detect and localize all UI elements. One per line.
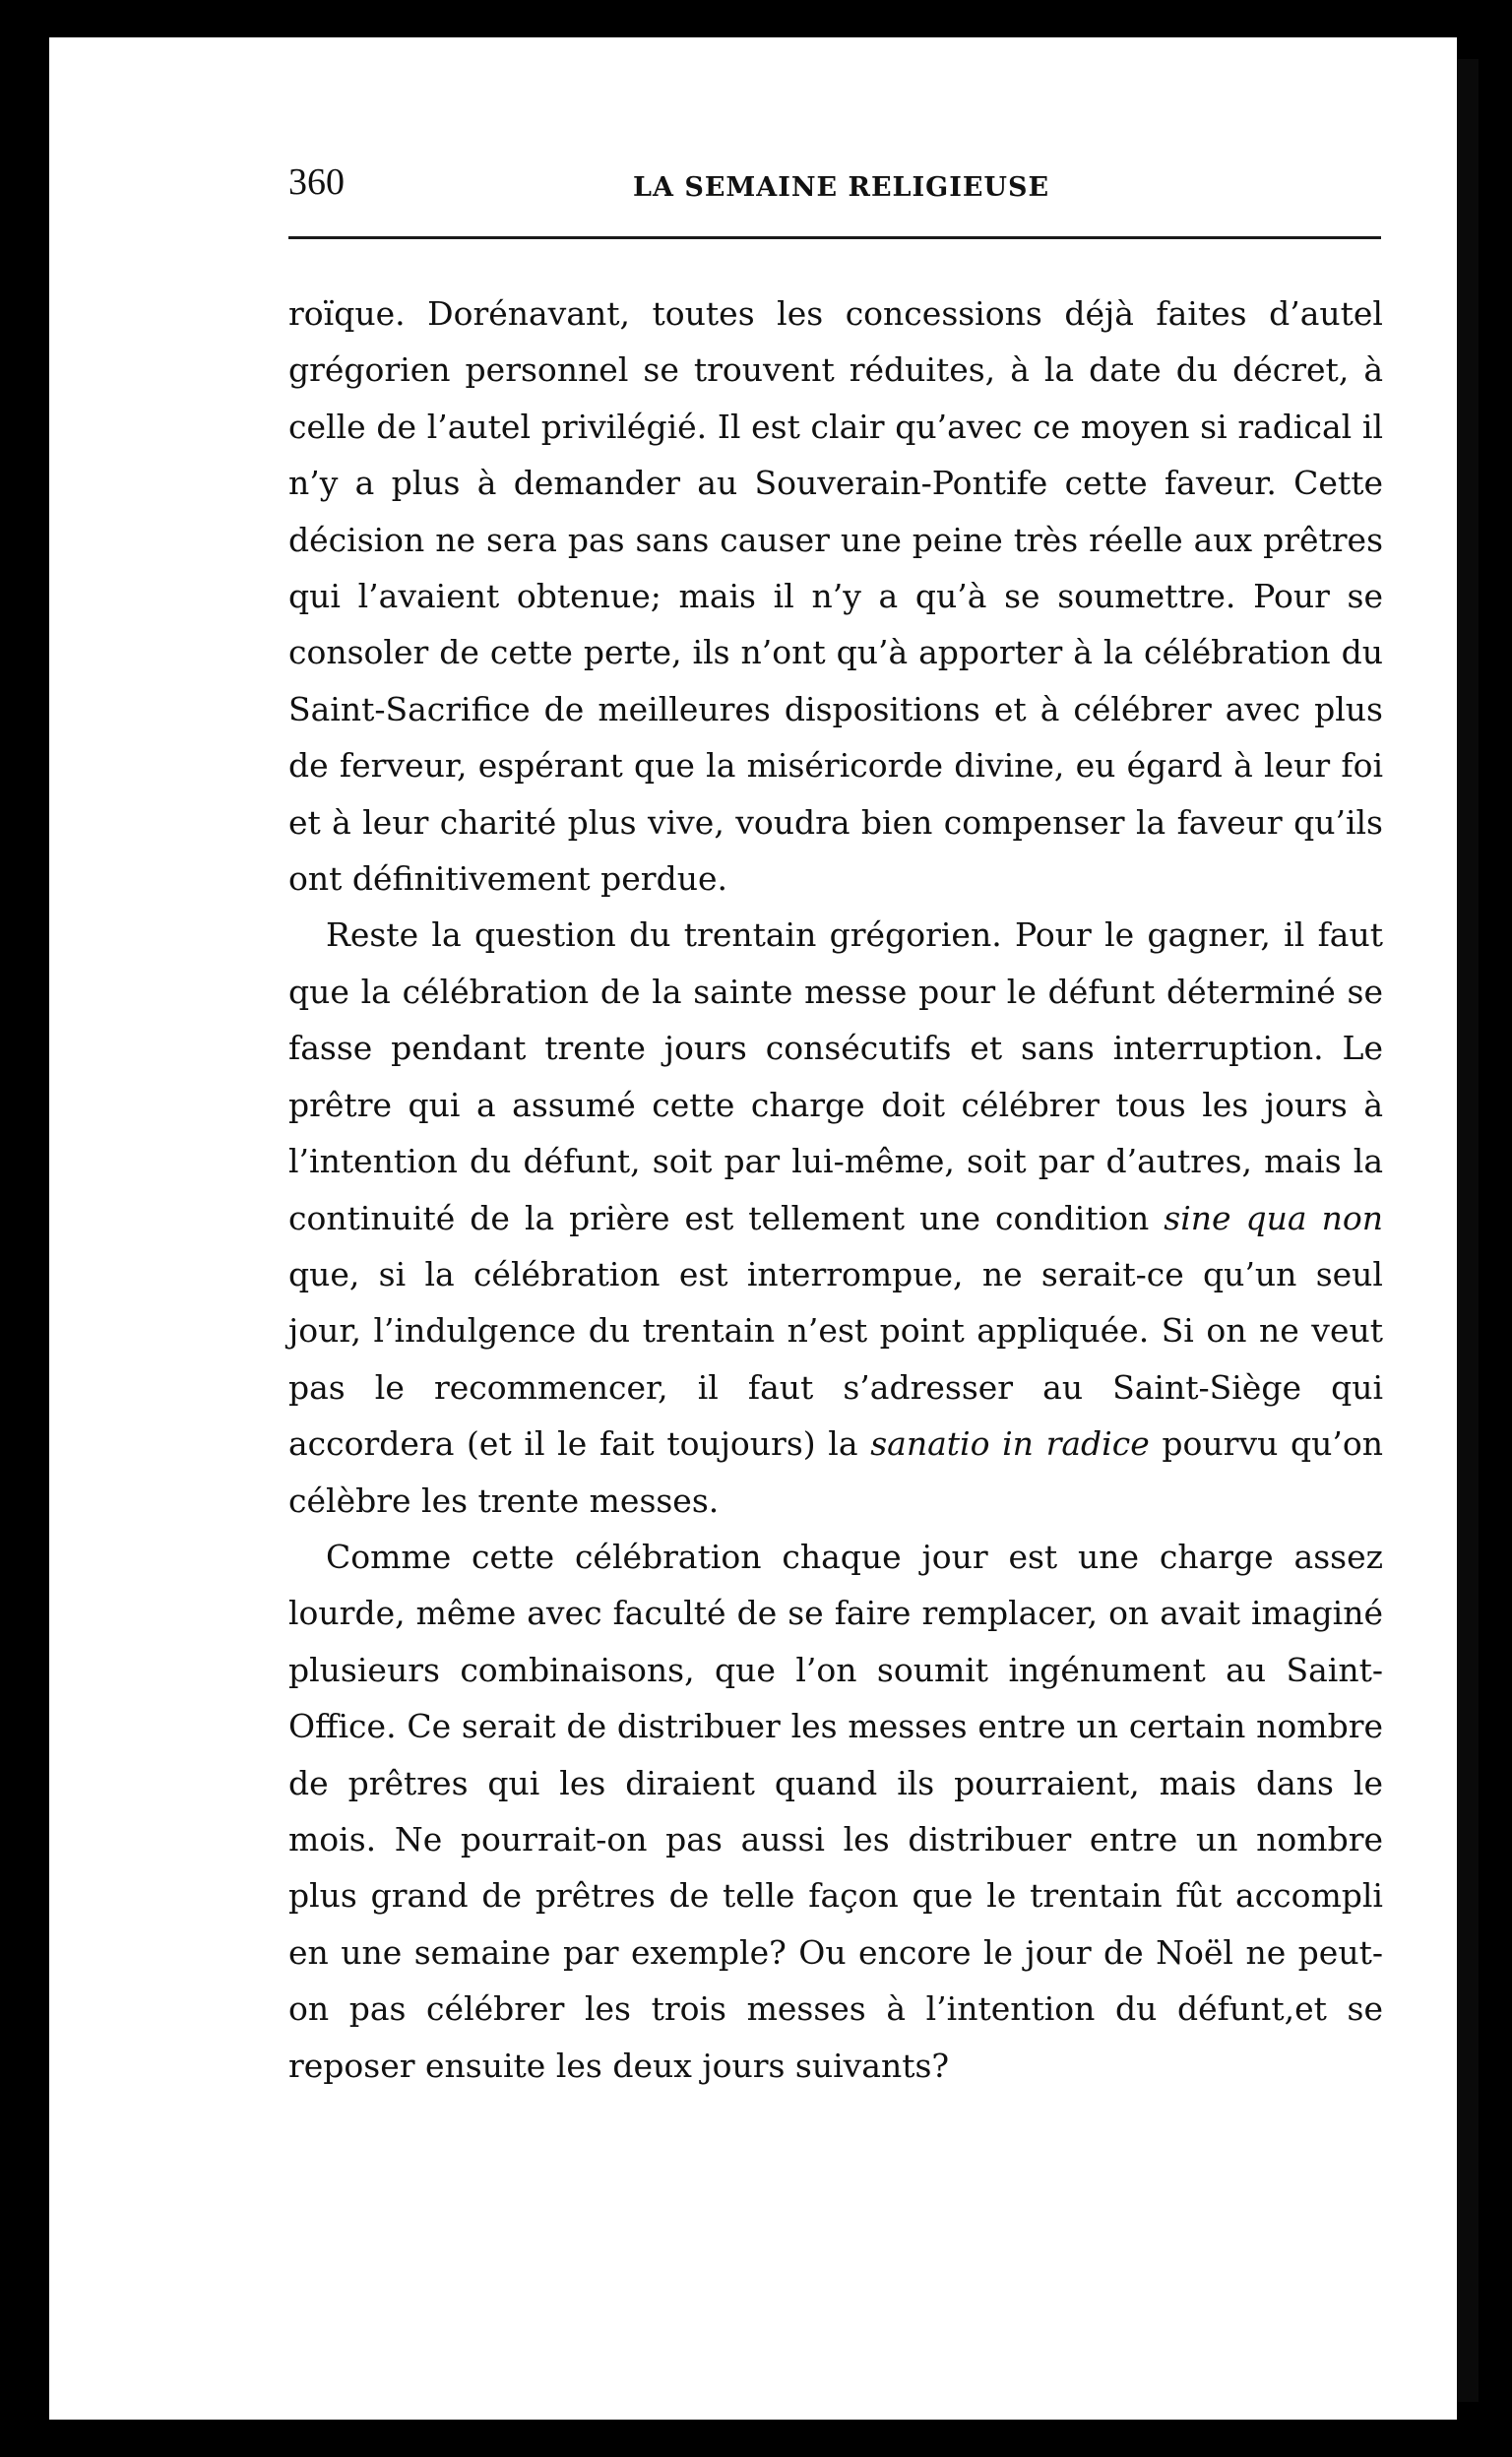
paragraph-2-text-c: pourvu qu’on célèbre les trente messes. xyxy=(288,1424,1384,1520)
paragraph-2-text-b: que, si la célébration est interrompue, ne serait-ce qu’un seul jour, l’indulgence du trentain n’est point appliquée. Si on ne veut pas le recommencer, il faut s’adresser au Saint-Siège qui accordera (et il le fait toujours) la xyxy=(288,1254,1383,1464)
latin-phrase-sine-qua-non: sine qua non xyxy=(1164,1198,1383,1237)
scan-edge-bar xyxy=(1457,59,1479,2402)
latin-phrase-sanatio-in-radice: sanatio in radice xyxy=(870,1424,1150,1464)
header-rule xyxy=(288,236,1381,239)
running-title: LA SEMAINE RELIGIEUSE xyxy=(633,172,1050,203)
paragraph-2-text-a: Reste la question du trentain grégorien. Pour le gagner, il faut que la célébration de la sainte messe pour le défunt déterminé se fasse pendant trente jours consécutifs et sans interruption. Le prêtre qui a assumé cette charge doit célébrer tous les jours à l’intention du défunt, soit par lui-même, soit par d’autres, mais la continuité de la prière est tellement une condition xyxy=(288,915,1383,1237)
body-text xyxy=(288,285,1383,2094)
paragraph-3: Comme cette célébration chaque jour est une charge assez lourde, même avec faculté de se faire remplacer, on avait imaginé plusieurs combinaisons, que l’on soumit ingénument au Saint-Office. Ce serait de distribuer les messes entre un certain nombre de prêtres qui les diraient quand ils pourraient, mais dans le mois. Ne pourrait-on pas aussi les distribuer entre un nombre plus grand de prêtres de telle façon que le trentain fût accompli en une semaine par exemple? Ou encore le jour de Noël ne peut-on pas célébrer les trois messes à l’intention du défunt,et se reposer ensuite les deux jours suivants? xyxy=(288,1537,1383,2085)
paragraph-2 xyxy=(288,907,1383,1528)
page-header xyxy=(288,160,1381,239)
paragraph-1: roïque. Dorénavant, toutes les concessions déjà faites d’autel grégorien personnel se trouvent réduites, à la date du décret, à celle de l’autel privilégié. Il est clair qu’avec ce moyen si radical il n’y a plus à demander au Souverain-Pontife cette faveur. Cette décision ne sera pas sans causer une peine très réelle aux prêtres qui l’avaient obtenue; mais il n’y a qu’à se soumettre. Pour se consoler de cette perte, ils n’ont qu’à apporter à la célébration du Saint-Sacrifice de meilleures dispositions et à célébrer avec plus de ferveur, espérant que la miséricorde divine, eu égard à leur foi et à leur charité plus vive, voudra bien compenser la faveur qu’ils ont définitivement perdue. xyxy=(288,294,1383,899)
page-number: 360 xyxy=(288,161,345,203)
